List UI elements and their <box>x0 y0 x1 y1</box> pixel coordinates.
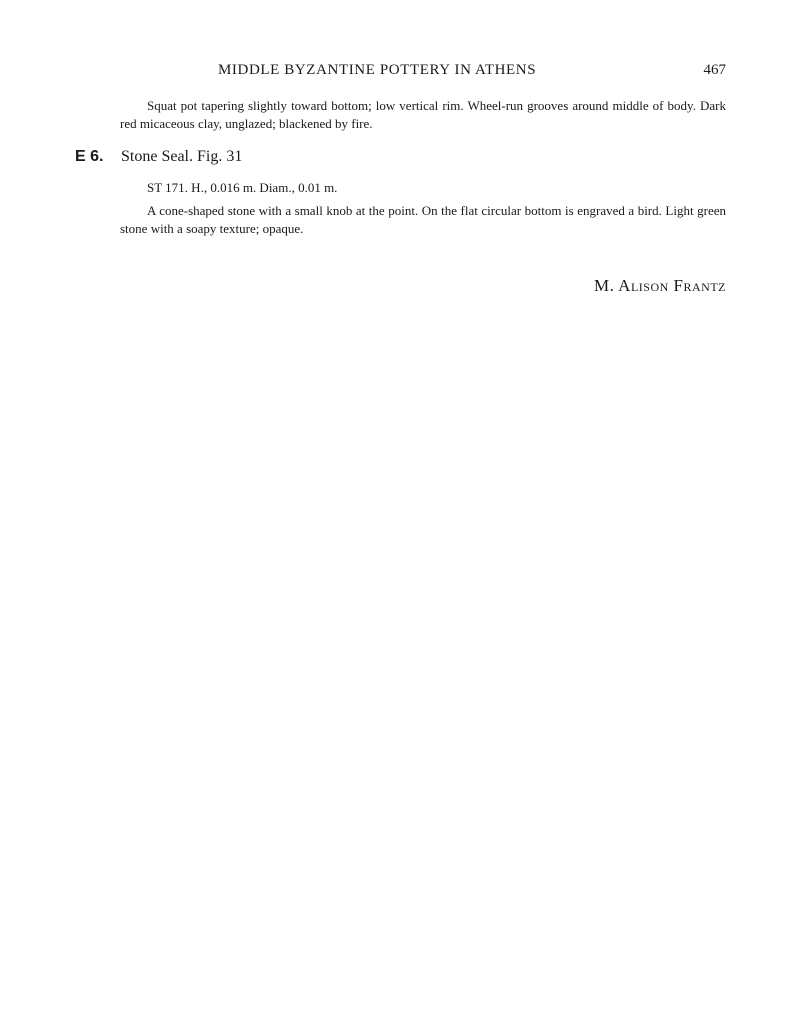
running-head <box>120 62 726 82</box>
author-signature: M. Alison Frantz <box>594 276 726 295</box>
entry-title: Stone Seal. Fig. 31 <box>121 148 243 165</box>
paragraph-pot-description: Squat pot tapering slightly toward bottom; low vertical rim. Wheel-run grooves around middle of body. Dark red micaceous clay, unglazed; blackened by fire. <box>120 98 726 131</box>
page-number: 467 <box>703 62 726 78</box>
entry-id: E 6. <box>75 148 104 165</box>
entry-heading <box>75 148 242 170</box>
paragraph-seal-description: A cone-shaped stone with a small knob at the point. On the flat circular bottom is engraved a bird. Light green stone with a soapy texture; opaque. <box>120 203 726 236</box>
entry-meta: ST 171. H., 0.016 m. Diam., 0.01 m. <box>147 180 338 195</box>
running-title: MIDDLE BYZANTINE POTTERY IN ATHENS <box>218 62 537 78</box>
